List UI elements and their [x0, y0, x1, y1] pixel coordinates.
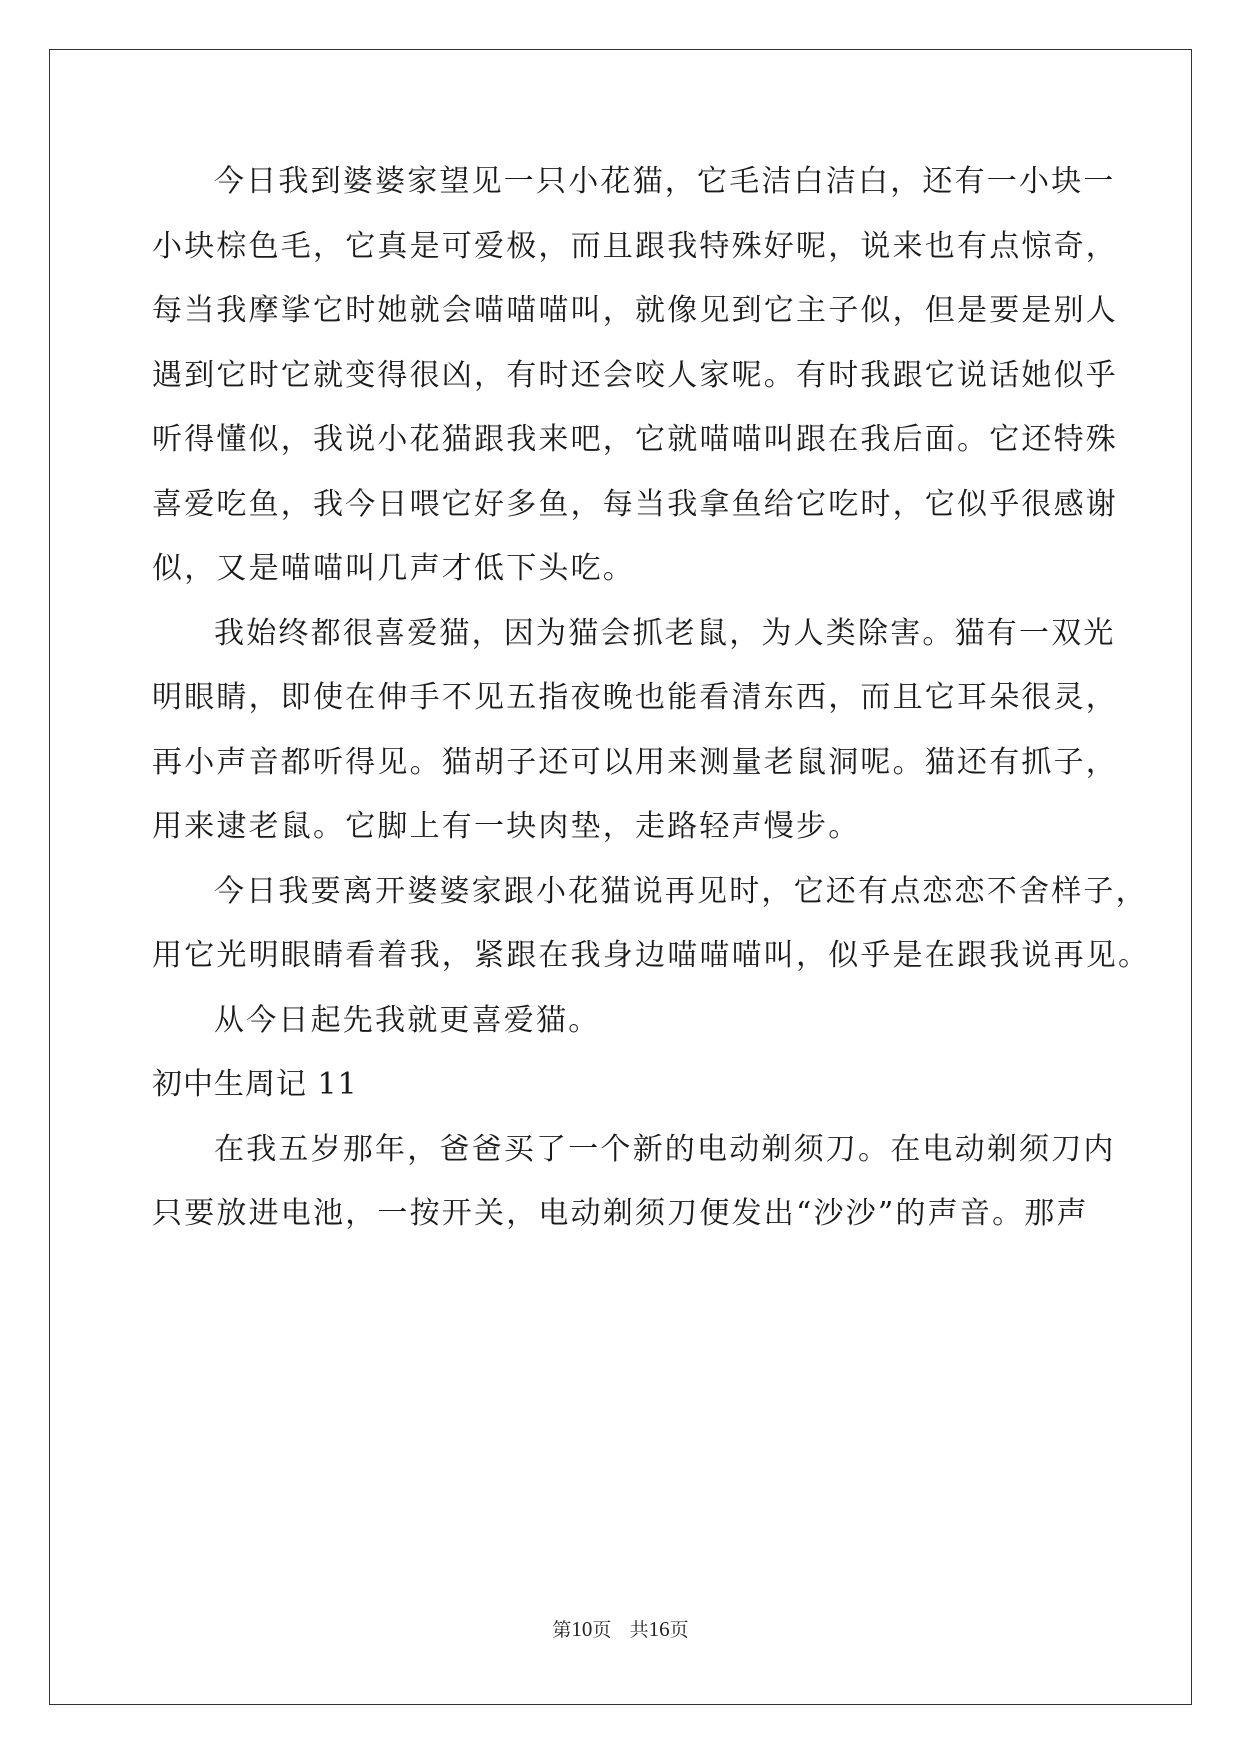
paragraph-line: 再小声音都听得见。猫胡子还可以用来测量老鼠洞呢。猫还有抓子， [152, 744, 1118, 780]
total-prefix: 共 [629, 1619, 649, 1641]
paragraph-line: 今日我要离开婆婆家跟小花猫说再见时，它还有点恋恋不舍样子， [214, 873, 1148, 909]
paragraph-line: 小块棕色毛，它真是可爱极，而且跟我特殊好呢，说来也有点惊奇， [152, 228, 1118, 264]
paragraph-line: 在我五岁那年，爸爸买了一个新的电动剃须刀。在电动剃须刀内 [214, 1131, 1116, 1167]
total-pages: 16 [648, 1617, 670, 1641]
page-suffix: 页 [592, 1619, 612, 1641]
paragraph-line: 从今日起先我就更喜爱猫。 [214, 1002, 601, 1038]
paragraph-line: 明眼睛，即使在伸手不见五指夜晚也能看清东西，而且它耳朵很灵， [152, 680, 1118, 715]
paragraph-line: 听得懂似，我说小花猫跟我来吧，它就喵喵叫跟在我后面。它还特殊 [152, 422, 1118, 457]
page-number: 10 [571, 1617, 593, 1641]
page-prefix: 第 [552, 1619, 572, 1641]
section-heading: 初中生周记 11 [152, 1067, 358, 1102]
paragraph-line: 今日我到婆婆家望见一只小花猫，它毛洁白洁白，还有一小块一 [214, 164, 1116, 199]
paragraph-line: 似，又是喵喵叫几声才低下头吃。 [152, 551, 635, 586]
paragraph-line: 每当我摩挲它时她就会喵喵喵叫，就像见到它主子似，但是要是别人 [152, 293, 1118, 328]
total-suffix: 页 [669, 1619, 689, 1641]
document-body [152, 150, 1151, 1247]
paragraph-line: 喜爱吃鱼，我今日喂它好多鱼，每当我拿鱼给它吃时，它似乎很感谢 [152, 486, 1118, 522]
paragraph-line: 遇到它时它就变得很凶，有时还会咬人家呢。有时我跟它说话她似乎 [152, 357, 1118, 393]
paragraph-line: 用它光明眼睛看着我，紧跟在我身边喵喵喵叫，似乎是在跟我说再见。 [152, 938, 1151, 973]
paragraph-line: 只要放进电池，一按开关，电动剃须刀便发出“沙沙”的声音。那声 [152, 1196, 1089, 1231]
page-footer [0, 1615, 1241, 1642]
paragraph-line: 我始终都很喜爱猫，因为猫会抓老鼠，为人类除害。猫有一双光 [214, 615, 1116, 651]
paragraph-line: 用来逮老鼠。它脚上有一块肉垫，走路轻声慢步。 [152, 809, 861, 844]
